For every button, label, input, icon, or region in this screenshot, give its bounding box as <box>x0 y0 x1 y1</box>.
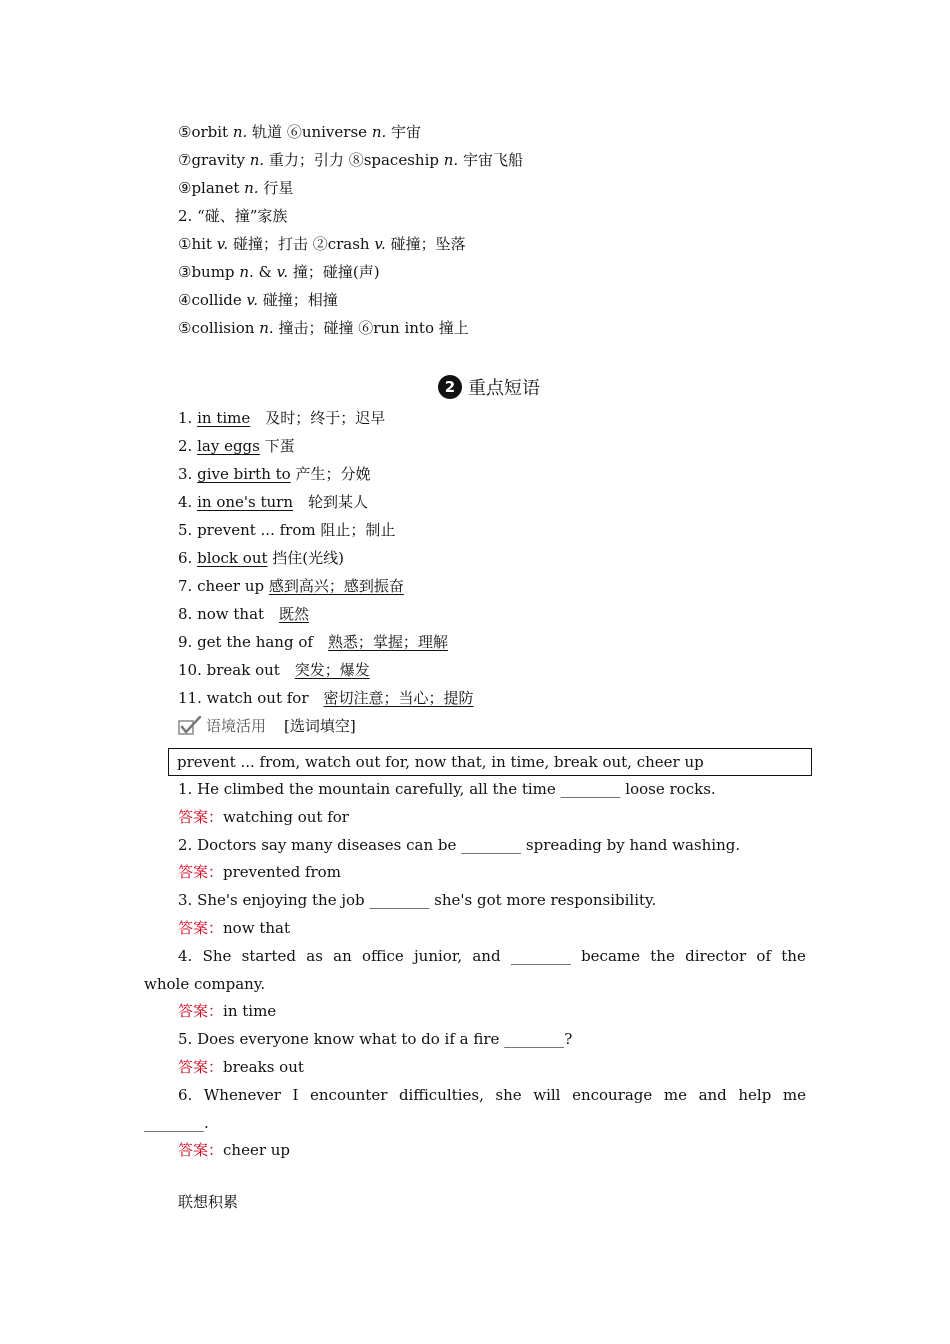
question-word: 4. <box>178 947 193 965</box>
section-heading <box>438 372 540 402</box>
phrase-item: 3. give birth to 产生；分娩 <box>178 465 371 483</box>
practice-heading <box>178 716 356 736</box>
exercise-question: 3. She's enjoying the job ________ she's got more responsibility. <box>178 891 657 909</box>
phrase-item: 5. prevent ... from 阻止；制止 <box>178 521 396 539</box>
section-title: 重点短语 <box>468 378 540 399</box>
phrase-item: 9. get the hang of 熟悉；掌握；理解 <box>178 633 448 651</box>
answer-line: 答案：watching out for <box>178 808 349 826</box>
answer-line: 答案：breaks out <box>178 1058 304 1076</box>
vocab-line: ⑤orbit n. 轨道 ⑥universe n. 宇宙 <box>178 123 422 141</box>
question-word: became <box>581 947 641 965</box>
answer-line: 答案：prevented from <box>178 863 341 881</box>
exercise-question <box>178 946 806 966</box>
word-bank-box: prevent ... from, watch out for, now that, in time, break out, cheer up <box>168 748 812 776</box>
question-word: encounter <box>310 1086 388 1104</box>
question-word: and <box>472 947 501 965</box>
question-word: will <box>533 1086 561 1104</box>
question-word: 6. <box>178 1086 193 1104</box>
question-word: office <box>362 947 404 965</box>
question-word: help <box>738 1086 772 1104</box>
word-family-title: 2. “碰、撞”家族 <box>178 207 288 225</box>
vocab-line: ③bump n. & v. 撞；碰撞(声) <box>178 263 380 281</box>
exercise-question: 5. Does everyone know what to do if a fire ________? <box>178 1030 573 1048</box>
answer-line: 答案：cheer up <box>178 1141 291 1159</box>
phrase-item: 7. cheer up 感到高兴；感到振奋 <box>178 577 404 595</box>
phrase-item: 2. lay eggs 下蛋 <box>178 437 295 455</box>
vocab-line: ⑤collision n. 撞击；碰撞 ⑥run into 撞上 <box>178 319 469 337</box>
question-word: as <box>306 947 323 965</box>
phrase-item: 6. block out 挡住(光线) <box>178 549 344 567</box>
section-number-badge: 2 <box>438 375 462 399</box>
question-word: she <box>495 1086 522 1104</box>
phrase-item: 4. in one's turn 轮到某人 <box>178 493 369 511</box>
association-heading: 联想积累 <box>178 1193 239 1211</box>
exercise-question-continued: whole company. <box>144 975 266 993</box>
phrase-item: 1. in time 及时；终于；迟早 <box>178 409 386 427</box>
phrase-item: 8. now that 既然 <box>178 605 310 623</box>
vocab-line: ⑦gravity n. 重力；引力 ⑧spaceship n. 宇宙飞船 <box>178 151 523 169</box>
question-word: the <box>650 947 675 965</box>
question-word: ________ <box>510 947 571 965</box>
question-word: of <box>756 947 772 965</box>
exercise-question <box>178 1085 806 1105</box>
question-word: an <box>333 947 352 965</box>
question-word: She <box>202 947 232 965</box>
question-word: I <box>292 1086 299 1104</box>
practice-label: 语境活用 <box>206 717 267 735</box>
question-word: started <box>241 947 296 965</box>
question-word: difficulties, <box>398 1086 484 1104</box>
answer-line: 答案：now that <box>178 919 290 937</box>
question-word: me <box>782 1086 806 1104</box>
vocab-line: ④collide v. 碰撞；相撞 <box>178 291 338 309</box>
question-word: the <box>781 947 806 965</box>
question-word: Whenever <box>203 1086 281 1104</box>
phrase-item: 10. break out 突发；爆发 <box>178 661 370 679</box>
exercise-question-continued: ________. <box>144 1114 209 1132</box>
vocab-line: ⑨planet n. 行星 <box>178 179 294 197</box>
phrase-item: 11. watch out for 密切注意；当心；提防 <box>178 689 474 707</box>
question-word: encourage <box>572 1086 653 1104</box>
checkmark-icon <box>178 716 202 736</box>
question-word: and <box>698 1086 727 1104</box>
practice-task: [选词填空] <box>284 717 356 735</box>
question-word: director <box>685 947 747 965</box>
exercise-question: 2. Doctors say many diseases can be ________ spreading by hand washing. <box>178 836 741 854</box>
exercise-question: 1. He climbed the mountain carefully, all the time ________ loose rocks. <box>178 780 716 798</box>
question-word: me <box>663 1086 687 1104</box>
question-word: junior, <box>414 947 463 965</box>
vocab-line: ①hit v. 碰撞；打击 ②crash v. 碰撞；坠落 <box>178 235 466 253</box>
answer-line: 答案：in time <box>178 1002 277 1020</box>
